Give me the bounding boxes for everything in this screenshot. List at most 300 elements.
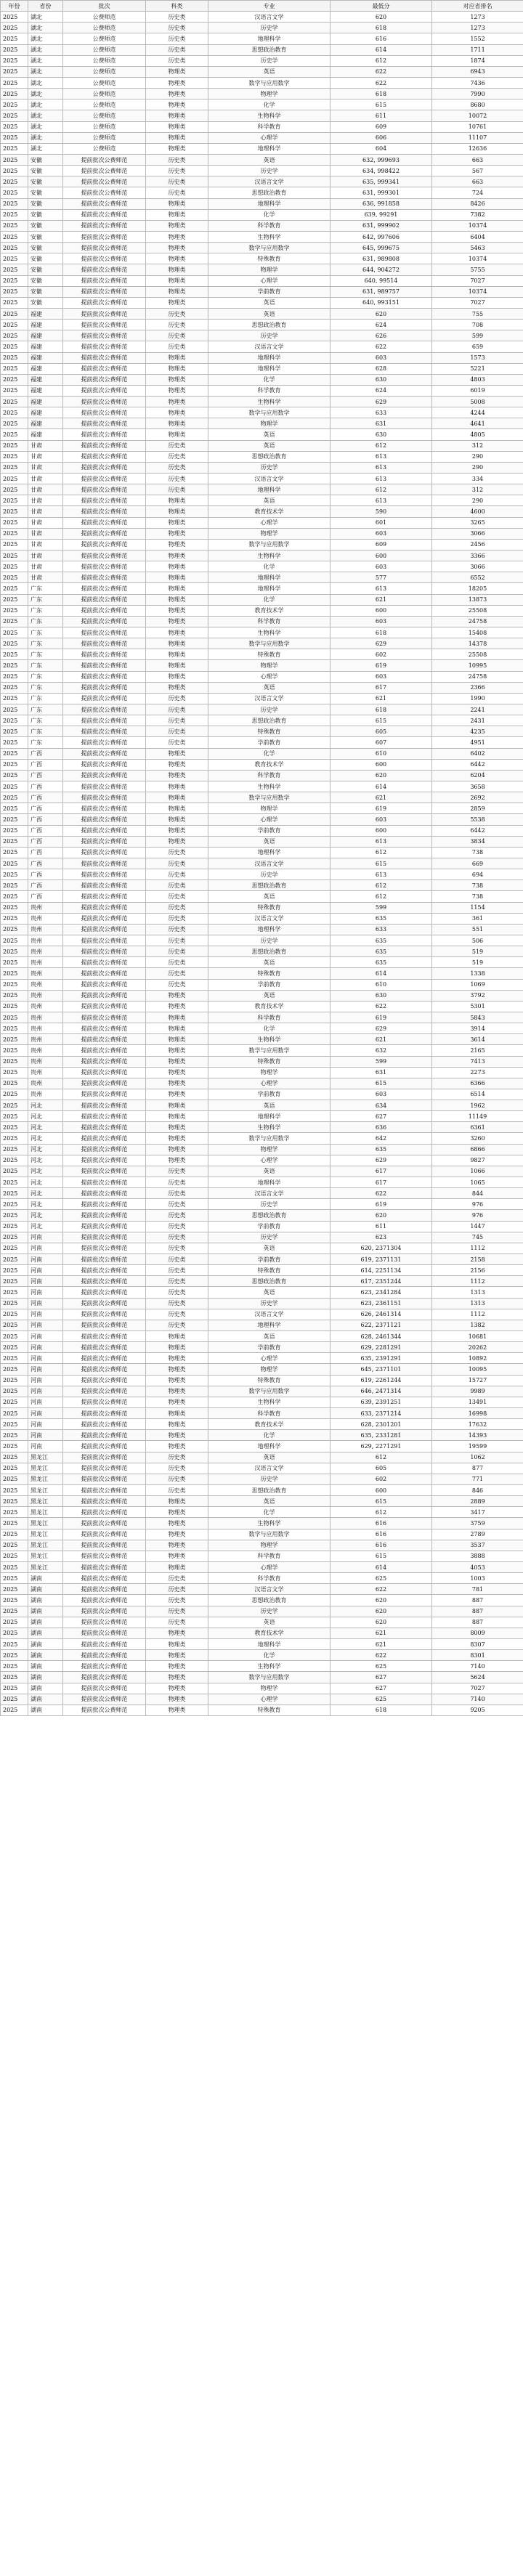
cell-batch: 公费师范 (63, 99, 146, 110)
cell-major: 科学教育 (208, 121, 331, 132)
table-row (1, 451, 523, 462)
cell-year: 2025 (1, 1265, 28, 1276)
cell-subject-category: 物理类 (146, 506, 208, 517)
cell-province-rank: 9827 (432, 1155, 523, 1166)
cell-batch: 提前批次公费师范 (63, 913, 146, 924)
cell-province: 广东 (28, 616, 63, 627)
cell-province: 湖北 (28, 132, 63, 143)
cell-min-score: 618 (331, 627, 432, 638)
cell-subject-category: 物理类 (146, 1518, 208, 1529)
cell-batch: 提前批次公费师范 (63, 1419, 146, 1430)
cell-major: 心理学 (208, 1353, 331, 1364)
cell-major: 英语 (208, 1287, 331, 1298)
cell-year: 2025 (1, 715, 28, 726)
cell-year: 2025 (1, 847, 28, 858)
cell-min-score: 622 (331, 1188, 432, 1199)
cell-batch: 提前批次公费师范 (63, 264, 146, 275)
cell-major: 英语 (208, 1452, 331, 1463)
cell-province: 黑龙江 (28, 1507, 63, 1518)
cell-province: 福建 (28, 374, 63, 385)
cell-subject-category: 历史类 (146, 1573, 208, 1584)
cell-province-rank: 4951 (432, 737, 523, 748)
cell-year: 2025 (1, 1518, 28, 1529)
cell-min-score: 613 (331, 474, 432, 484)
cell-province: 湖南 (28, 1584, 63, 1595)
cell-province: 湖南 (28, 1617, 63, 1628)
cell-major: 英语 (208, 1166, 331, 1177)
cell-min-score: 600 (331, 825, 432, 836)
cell-min-score: 635 (331, 935, 432, 946)
cell-subject-category: 历史类 (146, 726, 208, 737)
cell-batch: 公费师范 (63, 55, 146, 66)
cell-batch: 提前批次公费师范 (63, 594, 146, 605)
cell-batch: 提前批次公费师范 (63, 166, 146, 176)
cell-subject-category: 物理类 (146, 605, 208, 616)
cell-province-rank: 4803 (432, 374, 523, 385)
cell-province: 黑龙江 (28, 1463, 63, 1474)
cell-subject-category: 历史类 (146, 1584, 208, 1595)
table-row (1, 132, 523, 143)
cell-province: 广东 (28, 594, 63, 605)
cell-min-score: 619 (331, 803, 432, 814)
cell-batch: 提前批次公费师范 (63, 1078, 146, 1089)
cell-min-score: 615 (331, 99, 432, 110)
table-row (1, 1210, 523, 1221)
cell-batch: 提前批次公费师范 (63, 330, 146, 341)
cell-province-rank: 3888 (432, 1551, 523, 1561)
cell-year: 2025 (1, 638, 28, 649)
cell-major: 地理科学 (208, 363, 331, 374)
cell-batch: 提前批次公费师范 (63, 891, 146, 902)
cell-province-rank: 846 (432, 1484, 523, 1495)
table-row (1, 495, 523, 506)
cell-province-rank: 7413 (432, 1056, 523, 1067)
cell-batch: 提前批次公费师范 (63, 1705, 146, 1715)
cell-province: 福建 (28, 429, 63, 440)
cell-subject-category: 历史类 (146, 847, 208, 858)
cell-batch: 提前批次公费师范 (63, 781, 146, 792)
cell-major: 历史学 (208, 1606, 331, 1617)
cell-province-rank: 663 (432, 176, 523, 187)
cell-subject-category: 历史类 (146, 957, 208, 968)
cell-province-rank: 724 (432, 187, 523, 198)
cell-major: 特殊教育 (208, 1265, 331, 1276)
cell-major: 地理科学 (208, 484, 331, 495)
cell-major: 学前教育 (208, 825, 331, 836)
cell-min-score: 600 (331, 759, 432, 770)
table-row (1, 1551, 523, 1561)
cell-province-rank: 2692 (432, 792, 523, 803)
cell-province-rank: 3066 (432, 528, 523, 539)
cell-year: 2025 (1, 1144, 28, 1155)
cell-major: 英语 (208, 308, 331, 319)
cell-min-score: 633 (331, 924, 432, 935)
table-row (1, 1023, 523, 1034)
cell-subject-category: 物理类 (146, 407, 208, 418)
table-row (1, 253, 523, 264)
cell-subject-category: 历史类 (146, 440, 208, 451)
cell-major: 物理学 (208, 264, 331, 275)
cell-subject-category: 物理类 (146, 1342, 208, 1353)
cell-major: 化学 (208, 209, 331, 220)
cell-min-score: 621 (331, 1034, 432, 1045)
cell-subject-category: 物理类 (146, 374, 208, 385)
cell-subject-category: 历史类 (146, 1298, 208, 1309)
cell-province: 黑龙江 (28, 1561, 63, 1572)
cell-province: 广东 (28, 726, 63, 737)
cell-province: 河南 (28, 1265, 63, 1276)
table-row (1, 397, 523, 407)
table-row (1, 385, 523, 396)
cell-province: 贵州 (28, 957, 63, 968)
cell-year: 2025 (1, 1276, 28, 1287)
cell-min-score: 640, 993151 (331, 297, 432, 308)
cell-major: 历史学 (208, 330, 331, 341)
cell-major: 英语 (208, 154, 331, 165)
table-row (1, 825, 523, 836)
cell-major: 心理学 (208, 1694, 331, 1705)
cell-major: 地理科学 (208, 572, 331, 583)
cell-province: 湖南 (28, 1650, 63, 1661)
cell-subject-category: 物理类 (146, 660, 208, 671)
cell-batch: 提前批次公费师范 (63, 946, 146, 957)
cell-year: 2025 (1, 924, 28, 935)
table-row (1, 1166, 523, 1177)
cell-year: 2025 (1, 550, 28, 561)
cell-batch: 提前批次公费师范 (63, 1518, 146, 1529)
cell-major: 汉语言文学 (208, 693, 331, 704)
table-row (1, 1561, 523, 1572)
table-row (1, 1650, 523, 1661)
cell-province: 河南 (28, 1430, 63, 1441)
cell-batch: 提前批次公费师范 (63, 561, 146, 572)
cell-min-score: 636, 991858 (331, 198, 432, 209)
cell-year: 2025 (1, 1320, 28, 1330)
cell-min-score: 635 (331, 957, 432, 968)
table-row (1, 209, 523, 220)
cell-batch: 提前批次公费师范 (63, 1540, 146, 1551)
cell-province-rank: 7027 (432, 275, 523, 286)
cell-batch: 提前批次公费师范 (63, 495, 146, 506)
table-row (1, 517, 523, 528)
cell-subject-category: 历史类 (146, 1606, 208, 1617)
cell-year: 2025 (1, 902, 28, 913)
table-row (1, 1397, 523, 1407)
cell-province: 广西 (28, 781, 63, 792)
cell-subject-category: 物理类 (146, 1638, 208, 1649)
table-row (1, 814, 523, 825)
cell-min-score: 620 (331, 770, 432, 781)
cell-province-rank: 519 (432, 957, 523, 968)
cell-province-rank: 8301 (432, 1650, 523, 1661)
cell-batch: 提前批次公费师范 (63, 198, 146, 209)
table-row (1, 1276, 523, 1287)
cell-min-score: 642 (331, 1133, 432, 1144)
cell-major: 特殊教育 (208, 968, 331, 979)
cell-year: 2025 (1, 1342, 28, 1353)
table-row (1, 1012, 523, 1023)
cell-major: 英语 (208, 66, 331, 77)
cell-year: 2025 (1, 869, 28, 880)
table-row (1, 759, 523, 770)
cell-major: 学前教育 (208, 286, 331, 297)
cell-year: 2025 (1, 528, 28, 539)
cell-province-rank: 781 (432, 1584, 523, 1595)
cell-year: 2025 (1, 1452, 28, 1463)
cell-major: 地理科学 (208, 1177, 331, 1188)
cell-province-rank: 1711 (432, 44, 523, 55)
table-body (1, 12, 523, 1716)
cell-batch: 提前批次公费师范 (63, 836, 146, 847)
cell-batch: 提前批次公费师范 (63, 726, 146, 737)
table-row (1, 363, 523, 374)
cell-year: 2025 (1, 880, 28, 891)
table-row (1, 243, 523, 253)
cell-subject-category: 物理类 (146, 638, 208, 649)
cell-subject-category: 物理类 (146, 1661, 208, 1672)
cell-province-rank: 4805 (432, 429, 523, 440)
cell-batch: 提前批次公费师范 (63, 1111, 146, 1122)
table-row (1, 979, 523, 990)
cell-major: 数学与应用数学 (208, 638, 331, 649)
cell-year: 2025 (1, 1045, 28, 1056)
cell-subject-category: 物理类 (146, 264, 208, 275)
cell-subject-category: 历史类 (146, 187, 208, 198)
cell-min-score: 614 (331, 44, 432, 55)
cell-province-rank: 5221 (432, 363, 523, 374)
cell-subject-category: 物理类 (146, 1331, 208, 1342)
cell-batch: 提前批次公费师范 (63, 1144, 146, 1155)
cell-subject-category: 历史类 (146, 1232, 208, 1243)
cell-min-score: 622 (331, 1650, 432, 1661)
cell-subject-category: 历史类 (146, 1199, 208, 1210)
cell-batch: 公费师范 (63, 121, 146, 132)
table-row (1, 1298, 523, 1309)
cell-subject-category: 物理类 (146, 616, 208, 627)
cell-major: 物理学 (208, 803, 331, 814)
cell-year: 2025 (1, 320, 28, 330)
cell-subject-category: 物理类 (146, 1683, 208, 1694)
cell-year: 2025 (1, 429, 28, 440)
cell-province-rank: 15727 (432, 1375, 523, 1386)
cell-year: 2025 (1, 594, 28, 605)
cell-major: 科学教育 (208, 1551, 331, 1561)
cell-batch: 提前批次公费师范 (63, 286, 146, 297)
cell-year: 2025 (1, 913, 28, 924)
cell-province-rank: 659 (432, 341, 523, 352)
cell-min-score: 577 (331, 572, 432, 583)
cell-province-rank: 1112 (432, 1276, 523, 1287)
cell-batch: 提前批次公费师范 (63, 1661, 146, 1672)
cell-min-score: 603 (331, 671, 432, 682)
cell-subject-category: 物理类 (146, 1122, 208, 1133)
cell-province: 湖南 (28, 1672, 63, 1683)
cell-year: 2025 (1, 1287, 28, 1298)
cell-province-rank: 6361 (432, 1122, 523, 1133)
cell-year: 2025 (1, 1122, 28, 1133)
table-row (1, 143, 523, 154)
cell-province-rank: 4053 (432, 1561, 523, 1572)
cell-batch: 提前批次公费师范 (63, 1353, 146, 1364)
cell-major: 汉语言文学 (208, 474, 331, 484)
table-row (1, 902, 523, 913)
cell-min-score: 634 (331, 1100, 432, 1111)
cell-min-score: 619, 2371131 (331, 1254, 432, 1265)
cell-province-rank: 4641 (432, 418, 523, 429)
cell-batch: 提前批次公费师范 (63, 429, 146, 440)
cell-province-rank: 334 (432, 474, 523, 484)
cell-min-score: 639, 2391251 (331, 1397, 432, 1407)
cell-min-score: 626 (331, 330, 432, 341)
cell-province: 福建 (28, 308, 63, 319)
cell-subject-category: 历史类 (146, 1188, 208, 1199)
table-row (1, 33, 523, 44)
cell-major: 科学教育 (208, 385, 331, 396)
cell-major: 汉语言文学 (208, 12, 331, 23)
cell-major: 历史学 (208, 869, 331, 880)
cell-major: 思想政治教育 (208, 715, 331, 726)
cell-subject-category: 物理类 (146, 1078, 208, 1089)
cell-batch: 公费师范 (63, 89, 146, 99)
cell-province: 甘肃 (28, 440, 63, 451)
cell-province: 福建 (28, 341, 63, 352)
cell-min-score: 627 (331, 1683, 432, 1694)
cell-province: 安徽 (28, 275, 63, 286)
cell-batch: 提前批次公费师范 (63, 858, 146, 869)
cell-batch: 提前批次公费师范 (63, 880, 146, 891)
cell-year: 2025 (1, 23, 28, 33)
cell-province-rank: 8680 (432, 99, 523, 110)
cell-min-score: 627 (331, 1111, 432, 1122)
cell-batch: 提前批次公费师范 (63, 1408, 146, 1419)
cell-year: 2025 (1, 957, 28, 968)
table-row (1, 627, 523, 638)
cell-province-rank: 1003 (432, 1573, 523, 1584)
cell-subject-category: 物理类 (146, 121, 208, 132)
cell-province-rank: 10681 (432, 1331, 523, 1342)
table-row (1, 957, 523, 968)
cell-province: 广西 (28, 836, 63, 847)
cell-batch: 提前批次公费师范 (63, 990, 146, 1001)
cell-province-rank: 844 (432, 1188, 523, 1199)
cell-min-score: 606 (331, 132, 432, 143)
cell-province-rank: 1313 (432, 1287, 523, 1298)
cell-province: 广西 (28, 880, 63, 891)
cell-province: 河北 (28, 1199, 63, 1210)
cell-batch: 提前批次公费师范 (63, 968, 146, 979)
cell-batch: 提前批次公费师范 (63, 1188, 146, 1199)
cell-batch: 提前批次公费师范 (63, 1551, 146, 1561)
cell-batch: 提前批次公费师范 (63, 1386, 146, 1397)
cell-province-rank: 1382 (432, 1320, 523, 1330)
cell-min-score: 620 (331, 1606, 432, 1617)
cell-min-score: 611 (331, 1221, 432, 1232)
cell-subject-category: 物理类 (146, 253, 208, 264)
cell-major: 地理科学 (208, 1111, 331, 1122)
cell-subject-category: 物理类 (146, 792, 208, 803)
cell-province: 黑龙江 (28, 1452, 63, 1463)
cell-min-score: 635 (331, 1144, 432, 1155)
table-row (1, 682, 523, 693)
cell-major: 地理科学 (208, 583, 331, 594)
cell-year: 2025 (1, 737, 28, 748)
table-row (1, 1386, 523, 1397)
cell-major: 心理学 (208, 275, 331, 286)
cell-province-rank: 738 (432, 891, 523, 902)
cell-major: 地理科学 (208, 352, 331, 363)
cell-year: 2025 (1, 77, 28, 88)
cell-major: 数学与应用数学 (208, 539, 331, 550)
cell-province: 安徽 (28, 187, 63, 198)
cell-province: 安徽 (28, 286, 63, 297)
cell-province-rank: 6442 (432, 759, 523, 770)
cell-province: 广西 (28, 825, 63, 836)
cell-year: 2025 (1, 1012, 28, 1023)
cell-province: 福建 (28, 320, 63, 330)
cell-year: 2025 (1, 814, 28, 825)
cell-min-score: 628, 2301201 (331, 1419, 432, 1430)
cell-subject-category: 物理类 (146, 495, 208, 506)
cell-year: 2025 (1, 825, 28, 836)
cell-year: 2025 (1, 209, 28, 220)
cell-batch: 提前批次公费师范 (63, 1243, 146, 1254)
table-row (1, 176, 523, 187)
cell-major: 心理学 (208, 814, 331, 825)
cell-province: 河南 (28, 1331, 63, 1342)
cell-major: 教育技术学 (208, 759, 331, 770)
cell-min-score: 633, 2371214 (331, 1408, 432, 1419)
cell-province-rank: 14393 (432, 1430, 523, 1441)
cell-province: 贵州 (28, 1056, 63, 1067)
cell-subject-category: 物理类 (146, 1056, 208, 1067)
cell-province-rank: 4235 (432, 726, 523, 737)
cell-batch: 提前批次公费师范 (63, 1441, 146, 1452)
cell-major: 科学教育 (208, 616, 331, 627)
cell-major: 心理学 (208, 1155, 331, 1166)
cell-min-score: 622 (331, 1584, 432, 1595)
cell-year: 2025 (1, 781, 28, 792)
cell-batch: 提前批次公费师范 (63, 474, 146, 484)
table-row (1, 737, 523, 748)
cell-min-score: 603 (331, 616, 432, 627)
cell-min-score: 635, 999341 (331, 176, 432, 187)
cell-batch: 提前批次公费师范 (63, 616, 146, 627)
table-row (1, 275, 523, 286)
cell-year: 2025 (1, 231, 28, 242)
cell-year: 2025 (1, 1353, 28, 1364)
cell-major: 物理学 (208, 528, 331, 539)
cell-province: 安徽 (28, 220, 63, 231)
cell-year: 2025 (1, 1232, 28, 1243)
cell-province: 广东 (28, 638, 63, 649)
cell-min-score: 609 (331, 121, 432, 132)
cell-year: 2025 (1, 979, 28, 990)
cell-major: 生物科学 (208, 781, 331, 792)
cell-province: 河南 (28, 1287, 63, 1298)
table-row (1, 330, 523, 341)
table-row (1, 55, 523, 66)
cell-subject-category: 物理类 (146, 561, 208, 572)
cell-year: 2025 (1, 451, 28, 462)
cell-min-score: 632, 999693 (331, 154, 432, 165)
cell-min-score: 613 (331, 462, 432, 473)
cell-year: 2025 (1, 1694, 28, 1705)
cell-province-rank: 3260 (432, 1133, 523, 1144)
cell-major: 物理学 (208, 660, 331, 671)
cell-subject-category: 物理类 (146, 1111, 208, 1122)
cell-min-score: 614 (331, 781, 432, 792)
cell-year: 2025 (1, 1484, 28, 1495)
